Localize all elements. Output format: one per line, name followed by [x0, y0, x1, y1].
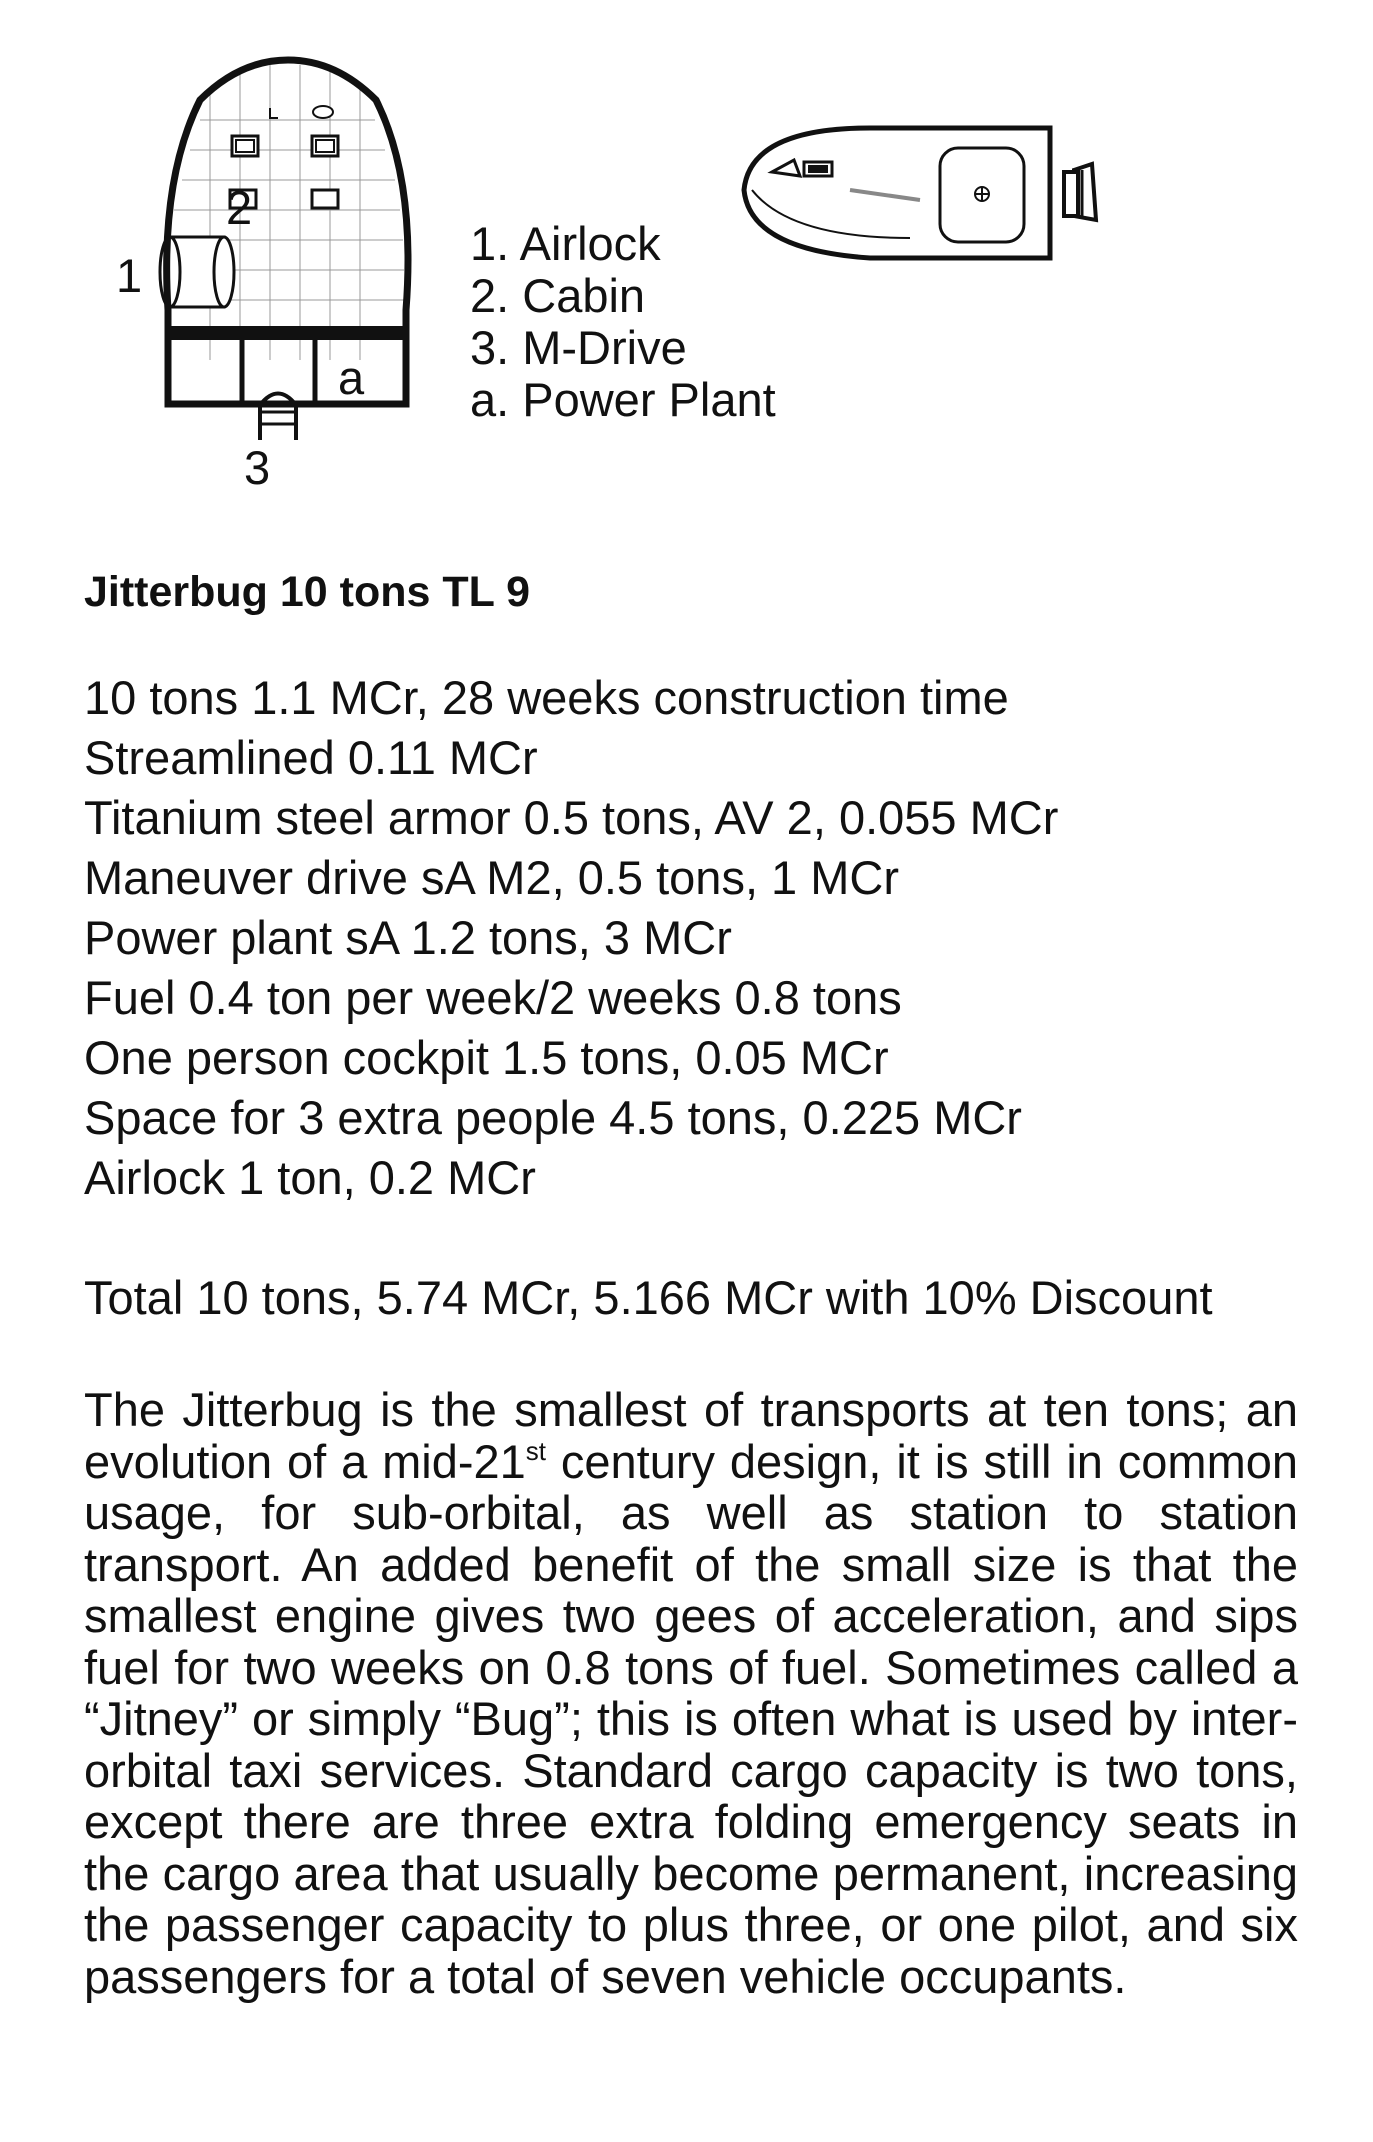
description-paragraph: [84, 1384, 1298, 2002]
spec-line: Power plant sA 1.2 tons, 3 MCr: [84, 911, 732, 964]
description-superscript: st: [525, 1435, 547, 1466]
key-item-airlock: 1. Airlock: [470, 217, 661, 270]
deck-plan-diagram: [116, 60, 460, 500]
description-text: The Jitterbug is the smallest of transports at ten tons; an evolution of a mid-21: [84, 1383, 1298, 1488]
spec-line: Space for 3 extra people 4.5 tons, 0.225 MCr: [84, 1091, 1022, 1144]
cabin-number-label: 2: [226, 181, 253, 234]
drive-number-label: 3: [244, 441, 271, 494]
key-item-power-plant: a. Power Plant: [470, 373, 776, 426]
spec-line: Fuel 0.4 ton per week/2 weeks 0.8 tons: [84, 971, 902, 1024]
spec-line: Streamlined 0.11 MCr: [84, 731, 538, 784]
key-item-m-drive: 3. M-Drive: [470, 321, 687, 374]
spec-line: Maneuver drive sA M2, 0.5 tons, 1 MCr: [84, 851, 899, 904]
side-view-diagram: [730, 120, 1110, 280]
airlock-number-label: 1: [116, 249, 143, 302]
spec-list: [84, 668, 1058, 1208]
spec-line: 10 tons 1.1 MCr, 28 weeks construction time: [84, 671, 1009, 724]
key-item-cabin: 2. Cabin: [470, 269, 646, 322]
total-line: Total 10 tons, 5.74 MCr, 5.166 MCr with 10% Discount: [84, 1271, 1213, 1324]
spec-line: One person cockpit 1.5 tons, 0.05 MCr: [84, 1031, 889, 1084]
power-plant-letter-label: a: [338, 351, 365, 404]
spec-line: Airlock 1 ton, 0.2 MCr: [84, 1151, 536, 1204]
description-text-continued: century design, it is still in common usage, for sub-orbital, as well as station to station transport. An added benefit of the small size is that the smallest engine gives two gees of acceleration, and sips fuel for two weeks on 0.8 tons of fuel. Sometimes called a “Jitney” or simply “Bug”; this is often what is used by inter-orbital taxi services. Standard cargo capacity is two tons, except there are three extra folding emergency seats in the cargo area that usually become permanent, increasing the passenger capacity to plus three, or one pilot, and six passengers for a total of seven vehicle occupants.: [84, 1434, 1298, 2003]
ship-title: Jitterbug 10 tons TL 9: [84, 568, 530, 616]
spec-line: Titanium steel armor 0.5 tons, AV 2, 0.055 MCr: [84, 791, 1059, 844]
